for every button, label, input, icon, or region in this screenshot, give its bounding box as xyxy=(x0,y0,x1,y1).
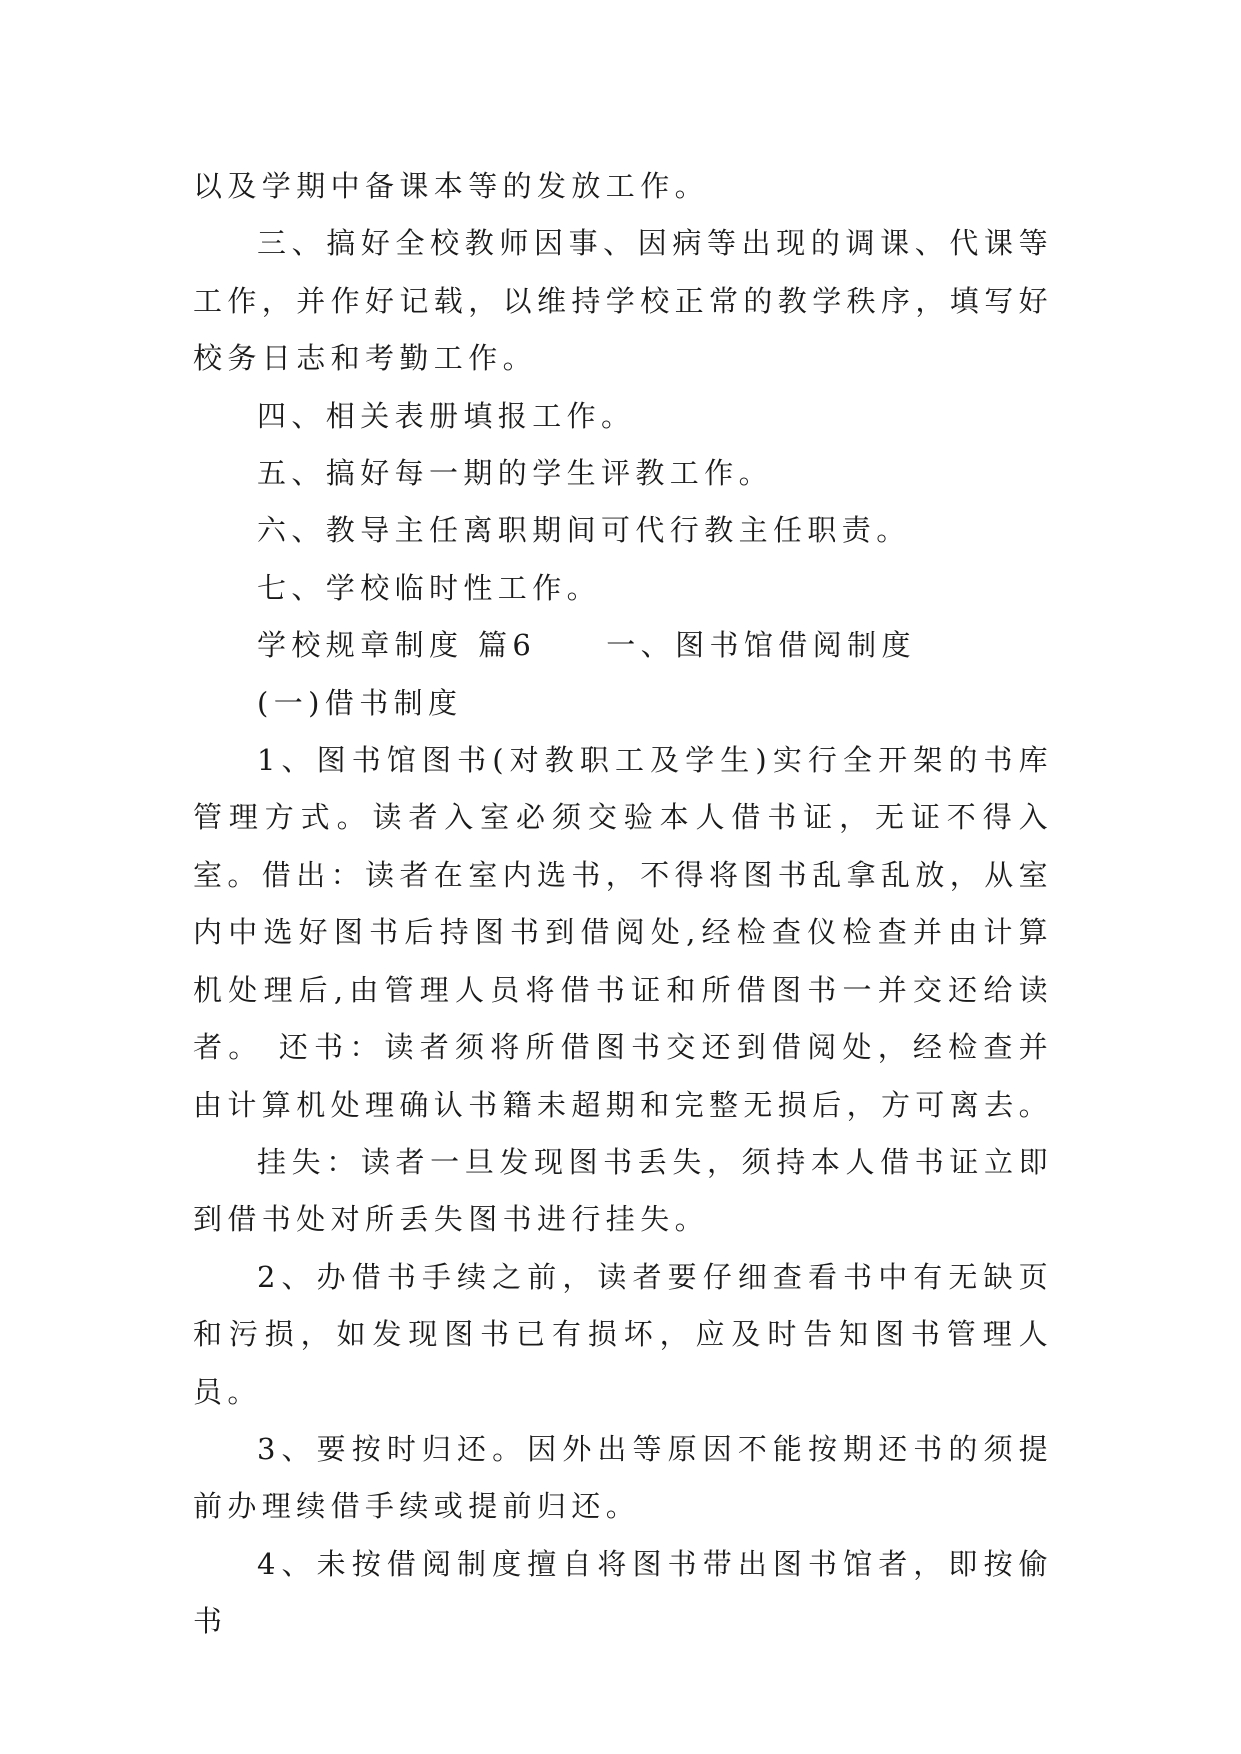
document-body xyxy=(193,158,1053,1651)
paragraph-4: 五、搞好每一期的学生评教工作。 xyxy=(257,456,774,491)
section-heading xyxy=(193,617,1053,674)
paragraph-2: 三、搞好全校教师因事、因病等出现的调课、代课等工作，并作好记载，以维持学校正常的教学秩序，填写好校务日志和考勤工作。 xyxy=(193,226,1054,376)
paragraph-1: 以及学期中备课本等的发放工作。 xyxy=(193,169,710,203)
paragraph-9: 挂失：读者一旦发现图书丢失，须持本人借书证立即到借书处对所丢失图书进行挂失。 xyxy=(193,1144,1053,1237)
paragraph-8: 1、图书馆图书(对教职工及学生)实行全开架的书库管理方式。读者入室必须交验本人借书证，无证不得入室。借出：读者在室内选书，不得将图书乱拿乱放，从室内中选好图书后持图书到借阅处,经检查仪检查并由计算机处理后,由管理人员将借书证和所借图书一并交还给读者。 还书：读者须将所借图书交还到借阅处，经检查并由计算机处理确认书籍未超期和完整无损后，方可离去。 xyxy=(193,743,1054,1122)
paragraph-5: 六、教导主任离职期间可代行教主任职责。 xyxy=(257,513,911,548)
paragraph-10: 2、办借书手续之前，读者要仔细查看书中有无缺页和污损，如发现图书已有损坏，应及时告知图书管理人员。 xyxy=(193,1259,1053,1409)
paragraph-3: 四、相关表册填报工作。 xyxy=(257,398,636,433)
paragraph-7: (一)借书制度 xyxy=(257,685,463,720)
paragraph-11: 3、要按时归还。因外出等原因不能按期还书的须提前办理续借手续或提前归还。 xyxy=(193,1431,1053,1524)
section-title: 学校规章制度 篇6 xyxy=(257,628,537,663)
section-subtitle: 一、图书馆借阅制度 xyxy=(606,628,916,663)
paragraph-12: 4、未按借阅制度擅自将图书带出图书馆者，即按偷书 xyxy=(193,1546,1053,1639)
paragraph-6: 七、学校临时性工作。 xyxy=(257,570,602,605)
